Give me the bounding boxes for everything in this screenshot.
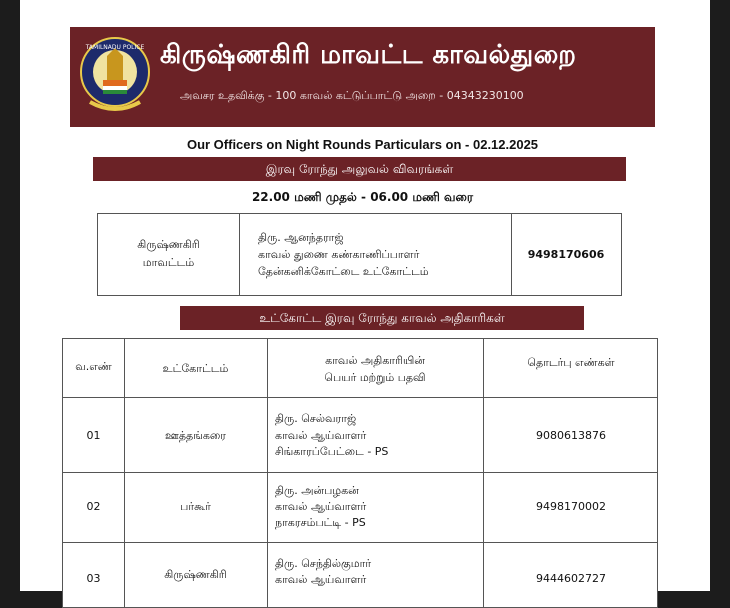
officers-table (62, 338, 658, 608)
helpline-text: அவசர உதவிக்கு - 100 காவல் கட்டுப்பாட்டு அறை - 04343230100 (180, 89, 524, 102)
row-2-officer-name: திரு. அன்பழகன் (275, 484, 359, 497)
svg-text:TAMILNADU POLICE: TAMILNADU POLICE (85, 44, 145, 51)
dsp-name: திரு. ஆனந்தராஜ் (258, 231, 344, 244)
police-emblem-logo (78, 36, 152, 114)
row-2-serial: 02 (86, 500, 101, 513)
timing-text: 22.00 மணி முதல் - 06.00 மணி வரை (251, 190, 474, 204)
dsp-subdivision: தேன்கனிக்கோட்டை உட்கோட்டம் (258, 265, 429, 278)
row-2-officer-designation: காவல் ஆய்வாளர் (275, 500, 367, 513)
row-3-officer-name: திரு. செந்தில்குமார் (275, 557, 372, 570)
header-contact: தொடர்பு எண்கள் (527, 356, 615, 369)
row-1-officer-designation: காவல் ஆய்வாளர் (275, 429, 367, 442)
row-2-officer-station: நாகரசம்பட்டி - PS (275, 516, 366, 529)
subdivision-officers-band: உட்கோட்ட இரவு ரோந்து காவல் அதிகாரிகள் (180, 306, 584, 330)
header-officer-line-1: காவல் அதிகாரியின் (325, 354, 425, 367)
row-1-officer-station: சிங்காரப்பேட்டை - PS (275, 445, 389, 458)
row-2-subdivision: பர்கூர் (180, 500, 211, 513)
row-3-officer-designation: காவல் ஆய்வாளர் (275, 573, 367, 586)
district-line-1: கிருஷ்ணகிரி (137, 238, 200, 251)
row-1-phone: 9080613876 (536, 429, 606, 442)
row-3-serial: 03 (86, 572, 101, 585)
row-3-phone: 9444602727 (536, 572, 606, 585)
department-title: கிருஷ்ணகிரி மாவட்ட காவல்துறை (160, 40, 577, 70)
row-1-officer-name: திரு. செல்வராஜ் (275, 412, 357, 425)
header-subdivision: உட்கோட்டம் (162, 362, 229, 375)
night-rounds-band: இரவு ரோந்து அலுவல் விவரங்கள் (93, 157, 626, 181)
row-1-subdivision: ஊத்தங்கரை (165, 429, 226, 442)
header-officer-line-2: பெயர் மற்றும் பதவி (324, 371, 426, 384)
header-serial: வ.எண் (75, 360, 112, 373)
row-2-phone: 9498170002 (536, 500, 606, 513)
row-1-serial: 01 (86, 429, 101, 442)
row-3-subdivision: கிருஷ்ணகிரி (164, 568, 227, 581)
dsp-phone: 9498170606 (527, 248, 605, 261)
dsp-designation: காவல் துணை கண்காணிப்பாளர் (258, 248, 420, 261)
district-line-2: மாவட்டம் (142, 256, 195, 269)
district-officer-box (97, 213, 622, 296)
report-title: Our Officers on Night Rounds Particulars on - 02.12.2025 (186, 137, 539, 152)
